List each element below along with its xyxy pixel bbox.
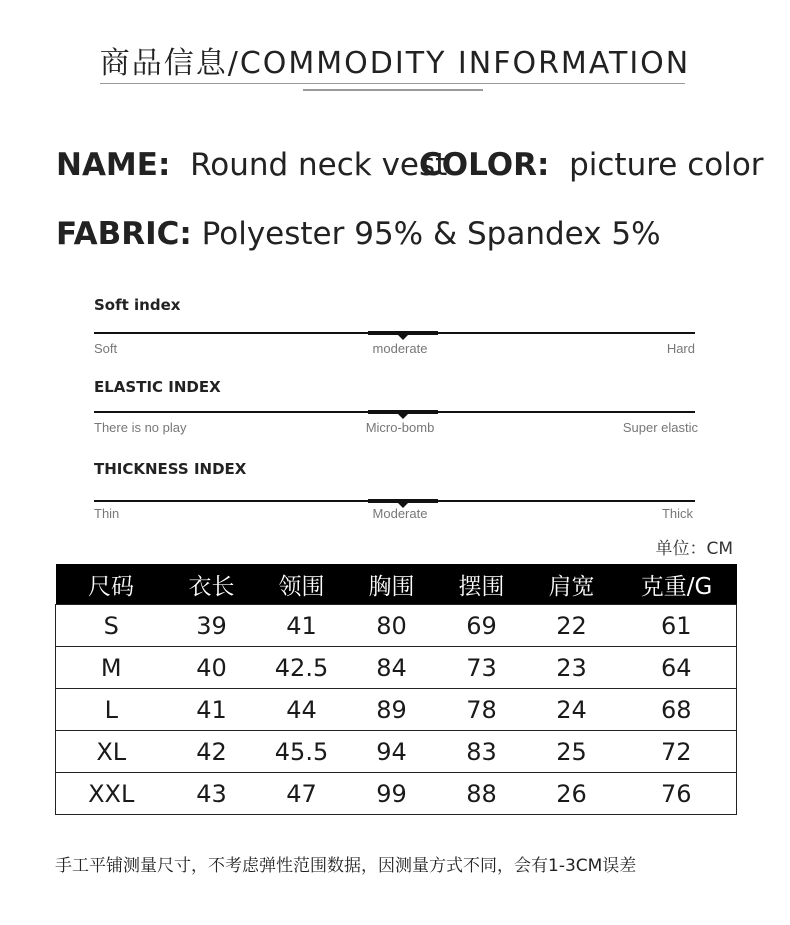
table-cell: 61 xyxy=(617,605,737,647)
table-cell: M xyxy=(56,647,167,689)
table-cell: 42.5 xyxy=(257,647,347,689)
elastic-index-left-label: There is no play xyxy=(94,420,187,435)
fabric-label: FABRIC: xyxy=(56,216,192,252)
table-cell: 44 xyxy=(257,689,347,731)
table-cell: 42 xyxy=(167,731,257,773)
table-cell: 89 xyxy=(347,689,437,731)
soft-index-arrow-icon xyxy=(398,335,408,340)
elastic-index-arrow-icon xyxy=(398,414,408,419)
table-cell: 43 xyxy=(167,773,257,815)
soft-index-middle-label: moderate xyxy=(372,341,428,356)
table-cell: XL xyxy=(56,731,167,773)
table-cell: 41 xyxy=(257,605,347,647)
table-cell: 88 xyxy=(437,773,527,815)
table-row xyxy=(56,647,737,689)
table-row xyxy=(56,731,737,773)
fabric-row xyxy=(56,216,661,252)
thickness-index-left-label: Thin xyxy=(94,506,120,521)
table-cell: XXL xyxy=(56,773,167,815)
elastic-index-middle-label: Micro-bomb xyxy=(365,420,435,435)
thickness-index-title: THICKNESS INDEX xyxy=(94,460,247,478)
table-cell: 80 xyxy=(347,605,437,647)
table-cell: 76 xyxy=(617,773,737,815)
page-title: 商品信息/COMMODITY INFORMATION xyxy=(99,46,691,81)
table-cell: 40 xyxy=(167,647,257,689)
color-row xyxy=(419,147,764,183)
table-cell: 26 xyxy=(527,773,617,815)
elastic-index-right-label: Super elastic xyxy=(622,420,698,435)
name-row xyxy=(56,147,447,183)
table-cell: L xyxy=(56,689,167,731)
name-value: Round neck vest xyxy=(190,147,448,183)
table-cell: 64 xyxy=(617,647,737,689)
table-header-cell: 领围 xyxy=(257,564,347,605)
soft-index-title: Soft index xyxy=(94,296,181,314)
header-divider xyxy=(100,83,685,84)
table-cell: 69 xyxy=(437,605,527,647)
table-header-cell: 摆围 xyxy=(437,564,527,605)
thickness-index-right-label: Thick xyxy=(661,506,693,521)
table-row xyxy=(56,689,737,731)
table-row xyxy=(56,773,737,815)
table-cell: 47 xyxy=(257,773,347,815)
table-cell: S xyxy=(56,605,167,647)
table-cell: 25 xyxy=(527,731,617,773)
table-cell: 39 xyxy=(167,605,257,647)
table-header-cell: 尺码 xyxy=(56,564,167,605)
table-cell: 68 xyxy=(617,689,737,731)
table-cell: 73 xyxy=(437,647,527,689)
soft-index-right-label: Hard xyxy=(666,341,695,356)
table-cell: 23 xyxy=(527,647,617,689)
table-row xyxy=(56,605,737,647)
table-cell: 94 xyxy=(347,731,437,773)
table-header-cell: 衣长 xyxy=(167,564,257,605)
elastic-index-title: ELASTIC INDEX xyxy=(94,378,221,396)
thickness-index-middle-label: Moderate xyxy=(372,506,428,521)
table-cell: 22 xyxy=(527,605,617,647)
table-header-cell: 克重/G xyxy=(617,564,737,605)
color-value: picture color xyxy=(569,147,764,183)
unit-label: 单位：CM xyxy=(655,539,733,559)
size-table xyxy=(55,564,737,815)
table-cell: 45.5 xyxy=(257,731,347,773)
table-cell: 83 xyxy=(437,731,527,773)
color-label: COLOR: xyxy=(419,147,550,183)
table-cell: 84 xyxy=(347,647,437,689)
table-header-row xyxy=(56,564,737,605)
header-underline xyxy=(303,89,483,91)
table-header-cell: 胸围 xyxy=(347,564,437,605)
table-cell: 41 xyxy=(167,689,257,731)
table-cell: 78 xyxy=(437,689,527,731)
table-cell: 24 xyxy=(527,689,617,731)
measurement-footnote: 手工平铺测量尺寸，不考虑弹性范围数据，因测量方式不同，会有1-3CM误差 xyxy=(55,856,637,876)
table-cell: 72 xyxy=(617,731,737,773)
name-label: NAME: xyxy=(56,147,171,183)
soft-index-left-label: Soft xyxy=(94,341,118,356)
table-cell: 99 xyxy=(347,773,437,815)
fabric-value: Polyester 95% & Spandex 5% xyxy=(201,216,661,252)
table-header-cell: 肩宽 xyxy=(527,564,617,605)
